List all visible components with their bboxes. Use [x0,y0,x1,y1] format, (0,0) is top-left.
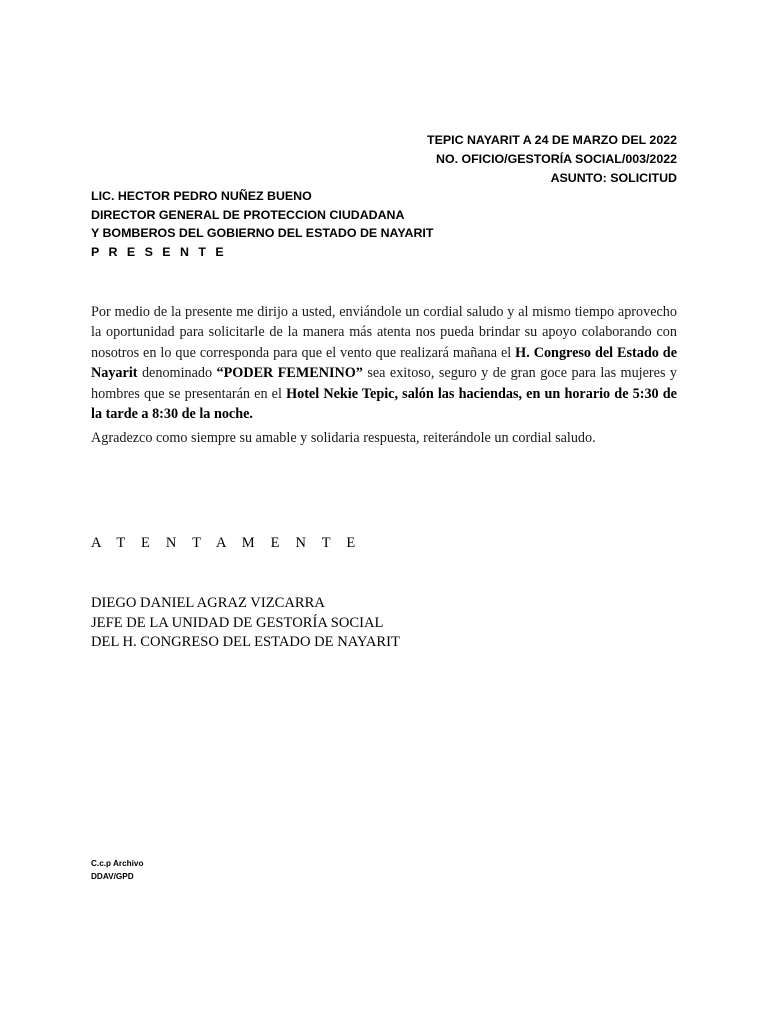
addressee-title-line2: Y BOMBEROS DEL GOBIERNO DEL ESTADO DE NAYARIT [91,226,434,240]
presente: P R E S E N T E [91,244,227,259]
place-date: TEPIC NAYARIT A 24 DE MARZO DEL 2022 [427,133,677,147]
addressee-block [91,187,433,261]
p1-text-1: Por medio de la presente me dirijo a usted, enviándole un cordial saludo y al mismo tiempo aprovecho la oportunidad para solicitarle de la manera más atenta nos pueda brindar su apoyo colaborando con nosotros en lo que corresponda para que el vento que realizará mañana el [91,304,677,361]
signer-block [91,594,400,653]
addressee-title-line1: DIRECTOR GENERAL DE PROTECCION CIUDADANA [91,207,405,222]
letter-header [427,131,677,188]
initials: DDAV/GPD [91,872,134,881]
signer-title-line2: DEL H. CONGRESO DEL ESTADO DE NAYARIT [91,634,400,650]
p1-text-2: denominado [137,365,217,382]
ccp-archivo: C.c.p Archivo [91,859,144,868]
addressee-name: LIC. HECTOR PEDRO NUÑEZ BUENO [91,189,312,203]
signer-title-line1: JEFE DE LA UNIDAD DE GESTORÍA SOCIAL [91,614,384,631]
p1-text-3: sea exitoso, seguro y de gran goce para las mujeres y hombres que se presentarán en el [91,365,678,402]
asunto: ASUNTO: SOLICITUD [550,171,677,185]
p1-bold-congreso: H. Congreso del Estado de Nayarit [91,344,677,382]
atentamente: A T E N T A M E N T E [91,535,362,551]
p1-bold-venue: Hotel Nekie Tepic, salón las haciendas, en un horario de 5:30 de la tarde a 8:30 de la noche. [91,385,677,423]
body-paragraph-1 [91,302,677,424]
oficio-number: NO. OFICIO/GESTORÍA SOCIAL/003/2022 [436,152,677,166]
p1-bold-event-name: “PODER FEMENINO” [216,365,363,382]
footer-ccp [91,857,143,883]
signer-name: DIEGO DANIEL AGRAZ VIZCARRA [91,595,325,611]
body-paragraph-2: Agradezco como siempre su amable y solidaria respuesta, reiterándole un cordial saludo. [91,430,596,446]
